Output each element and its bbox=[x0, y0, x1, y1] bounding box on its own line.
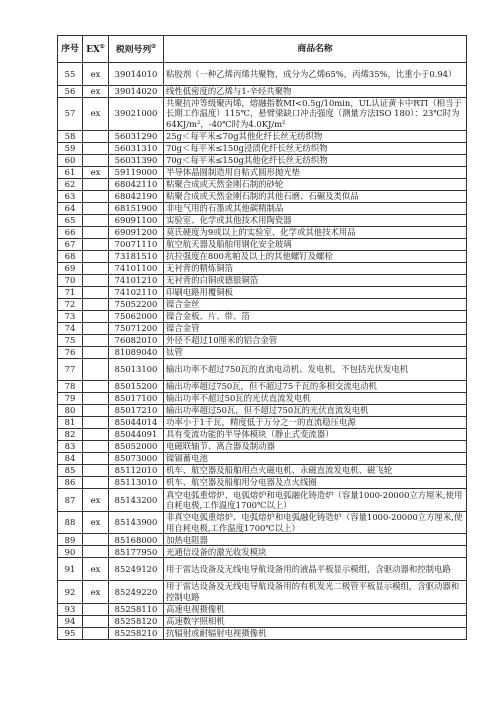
header-ex bbox=[83, 36, 109, 63]
table-row bbox=[58, 214, 467, 226]
row-product-name: 无衬背的精炼铜箔 bbox=[164, 262, 467, 274]
row-product-name: 机车、航空器及船舶用分电器及点火线圈 bbox=[164, 477, 467, 489]
row-tariff-code: 59119000 bbox=[109, 166, 164, 178]
table-row bbox=[58, 238, 467, 250]
row-number: 92 bbox=[58, 580, 83, 603]
row-product-name: 共聚抗冲等级聚丙烯，熔融指数MI<0.5g/10min，UL认证黄卡中RTI（相当于长期工作温度）115℃，悬臂梁缺口冲击强度（测量方法ISO 180）：23℃时为64KJ/m²，-40℃时为4.0KJ/m² bbox=[164, 97, 467, 130]
row-number: 93 bbox=[58, 603, 83, 615]
table-row bbox=[58, 477, 467, 489]
table-row bbox=[58, 334, 467, 346]
row-tariff-code: 85017210 bbox=[109, 405, 164, 417]
row-number: 86 bbox=[58, 477, 83, 489]
row-tariff-code: 56031390 bbox=[109, 154, 164, 166]
row-tariff-code: 70071110 bbox=[109, 238, 164, 250]
table-row bbox=[58, 286, 467, 298]
row-number: 57 bbox=[58, 97, 83, 130]
row-number: 62 bbox=[58, 178, 83, 190]
row-number: 82 bbox=[58, 429, 83, 441]
row-ex-mark bbox=[83, 334, 109, 346]
row-tariff-code: 85073000 bbox=[109, 453, 164, 465]
table-row bbox=[58, 511, 467, 534]
row-tariff-code: 75052200 bbox=[109, 298, 164, 310]
row-ex-mark bbox=[83, 417, 109, 429]
row-product-name: 莫氏硬度为9或以上的实验室、化学或其他技术用品 bbox=[164, 226, 467, 238]
row-tariff-code: 85013100 bbox=[109, 358, 164, 381]
row-tariff-code: 85258110 bbox=[109, 603, 164, 615]
row-product-name: 钛管 bbox=[164, 346, 467, 358]
row-product-name: 镍合金板、片、带、箔 bbox=[164, 310, 467, 322]
row-number: 59 bbox=[58, 142, 83, 154]
row-number: 66 bbox=[58, 226, 83, 238]
row-product-name: 用于雷达设备及无线电导航设备用的液晶平板显示模组，含驱动器和控制电路 bbox=[164, 558, 467, 581]
row-tariff-code: 85249220 bbox=[109, 580, 164, 603]
row-product-name: 粘聚合成或天然金刚石制的砂轮 bbox=[164, 178, 467, 190]
row-ex-mark bbox=[83, 429, 109, 441]
row-product-name: 70g＜每平米≤150g浸渍化纤长丝无纺织物 bbox=[164, 142, 467, 154]
row-tariff-code: 85015200 bbox=[109, 381, 164, 393]
row-tariff-code: 85258120 bbox=[109, 615, 164, 627]
row-number: 80 bbox=[58, 405, 83, 417]
row-number: 75 bbox=[58, 334, 83, 346]
row-ex-mark bbox=[83, 178, 109, 190]
row-number: 65 bbox=[58, 214, 83, 226]
table-row bbox=[58, 166, 467, 178]
row-tariff-code: 76082010 bbox=[109, 334, 164, 346]
row-tariff-code: 69091100 bbox=[109, 214, 164, 226]
table-row bbox=[58, 453, 467, 465]
row-ex-mark bbox=[83, 250, 109, 262]
row-tariff-code: 73181510 bbox=[109, 250, 164, 262]
header-code-footnote: ② bbox=[151, 44, 157, 51]
row-ex-mark bbox=[83, 214, 109, 226]
row-tariff-code: 56031310 bbox=[109, 142, 164, 154]
row-ex-mark bbox=[83, 603, 109, 615]
row-ex-mark bbox=[83, 262, 109, 274]
table-row bbox=[58, 489, 467, 512]
row-tariff-code: 85249120 bbox=[109, 558, 164, 581]
row-ex-mark bbox=[83, 534, 109, 546]
header-seq-label: 序号 bbox=[61, 43, 79, 54]
row-tariff-code: 69091200 bbox=[109, 226, 164, 238]
row-number: 88 bbox=[58, 511, 83, 534]
row-ex-mark: ex bbox=[83, 489, 109, 512]
header-name bbox=[164, 36, 467, 63]
row-ex-mark bbox=[83, 546, 109, 558]
row-number: 78 bbox=[58, 381, 83, 393]
row-tariff-code: 85017100 bbox=[109, 393, 164, 405]
table-row bbox=[58, 202, 467, 214]
row-product-name: 输出功率不超过750瓦的直流电动机、发电机，不包括光伏发电机 bbox=[164, 358, 467, 381]
row-product-name: 具有变流功能的半导体模块（静止式变流器） bbox=[164, 429, 467, 441]
row-product-name: 输出功率超过750瓦，但不超过75千瓦的多相交流电动机 bbox=[164, 381, 467, 393]
row-tariff-code: 74102110 bbox=[109, 286, 164, 298]
row-product-name: 用于雷达设备及无线电导航设备用的有机发光二极管平板显示模组，含驱动器和控制电路 bbox=[164, 580, 467, 603]
row-tariff-code: 56031290 bbox=[109, 130, 164, 142]
row-number: 60 bbox=[58, 154, 83, 166]
row-tariff-code: 68042190 bbox=[109, 190, 164, 202]
row-number: 84 bbox=[58, 453, 83, 465]
row-tariff-code: 68151900 bbox=[109, 202, 164, 214]
row-ex-mark bbox=[83, 441, 109, 453]
row-product-name: 输出功率超过50瓦，但不超过750瓦的光伏直流发电机 bbox=[164, 405, 467, 417]
table-row bbox=[58, 580, 467, 603]
row-product-name: 镍镉蓄电池 bbox=[164, 453, 467, 465]
row-tariff-code: 85143200 bbox=[109, 489, 164, 512]
table-row bbox=[58, 190, 467, 202]
row-number: 90 bbox=[58, 546, 83, 558]
table-row bbox=[58, 534, 467, 546]
table-row bbox=[58, 358, 467, 381]
row-tariff-code: 85044014 bbox=[109, 417, 164, 429]
row-product-name: 印刷电路用覆铜板 bbox=[164, 286, 467, 298]
row-number: 83 bbox=[58, 441, 83, 453]
row-ex-mark: ex bbox=[83, 63, 109, 86]
table-row bbox=[58, 417, 467, 429]
row-number: 56 bbox=[58, 85, 83, 97]
row-product-name: 实验室、化学或其他技术用陶瓷器 bbox=[164, 214, 467, 226]
row-number: 63 bbox=[58, 190, 83, 202]
table-row bbox=[58, 429, 467, 441]
table-row bbox=[58, 250, 467, 262]
row-number: 76 bbox=[58, 346, 83, 358]
table-row bbox=[58, 546, 467, 558]
header-name-label: 商品名称 bbox=[297, 43, 333, 54]
row-ex-mark bbox=[83, 298, 109, 310]
row-tariff-code: 75062000 bbox=[109, 310, 164, 322]
row-number: 94 bbox=[58, 615, 83, 627]
row-number: 95 bbox=[58, 627, 83, 639]
table-row bbox=[58, 63, 467, 86]
row-product-name: 镍合金管 bbox=[164, 322, 467, 334]
row-number: 87 bbox=[58, 489, 83, 512]
row-product-name: 非真空电弧重熔炉、电弧熔炉和电弧融化铸造炉（容量1000-20000立方厘米,使用自耗电极,工作温度1700℃以上） bbox=[164, 511, 467, 534]
row-number: 55 bbox=[58, 63, 83, 86]
row-ex-mark bbox=[83, 358, 109, 381]
row-number: 69 bbox=[58, 262, 83, 274]
header-ex-footnote: ① bbox=[99, 44, 105, 51]
row-ex-mark bbox=[83, 393, 109, 405]
row-number: 85 bbox=[58, 465, 83, 477]
row-tariff-code: 74101210 bbox=[109, 274, 164, 286]
tariff-table bbox=[57, 35, 467, 640]
row-number: 58 bbox=[58, 130, 83, 142]
row-product-name: 机车、航空器及船舶用点火磁电机、永磁直流发电机、磁飞轮 bbox=[164, 465, 467, 477]
row-product-name: 镍合金丝 bbox=[164, 298, 467, 310]
header-code-label: 税则号列 bbox=[115, 45, 152, 56]
row-number: 68 bbox=[58, 250, 83, 262]
row-ex-mark: ex bbox=[83, 511, 109, 534]
row-tariff-code: 39014010 bbox=[109, 63, 164, 86]
header-seq bbox=[58, 36, 83, 63]
table-row bbox=[58, 178, 467, 190]
row-product-name: 电磁联轴节、离合器及制动器 bbox=[164, 441, 467, 453]
row-tariff-code: 85113010 bbox=[109, 477, 164, 489]
table-row bbox=[58, 558, 467, 581]
row-tariff-code: 39014020 bbox=[109, 85, 164, 97]
row-number: 70 bbox=[58, 274, 83, 286]
table-row bbox=[58, 322, 467, 334]
table-row bbox=[58, 603, 467, 615]
row-ex-mark: ex bbox=[83, 580, 109, 603]
row-product-name: 25g＜每平米≤70g其他化纤长丝无纺织物 bbox=[164, 130, 467, 142]
row-product-name: 抗辐射或耐辐射电视摄像机 bbox=[164, 627, 467, 639]
row-number: 89 bbox=[58, 534, 83, 546]
table-row bbox=[58, 381, 467, 393]
row-ex-mark: ex bbox=[83, 85, 109, 97]
row-number: 79 bbox=[58, 393, 83, 405]
row-tariff-code: 85258210 bbox=[109, 627, 164, 639]
table-row bbox=[58, 346, 467, 358]
row-ex-mark bbox=[83, 381, 109, 393]
table-row bbox=[58, 142, 467, 154]
row-ex-mark bbox=[83, 226, 109, 238]
table-row bbox=[58, 615, 467, 627]
row-number: 77 bbox=[58, 358, 83, 381]
row-tariff-code: 85044091 bbox=[109, 429, 164, 441]
row-product-name: 功率小于1千瓦，精度低于万分之一的直流稳压电源 bbox=[164, 417, 467, 429]
row-number: 67 bbox=[58, 238, 83, 250]
row-product-name: 抗拉强度在800兆帕及以上的其他螺钉及螺栓 bbox=[164, 250, 467, 262]
table-row bbox=[58, 298, 467, 310]
row-ex-mark bbox=[83, 154, 109, 166]
table-header-row bbox=[58, 36, 467, 63]
table-row bbox=[58, 274, 467, 286]
row-tariff-code: 39021000 bbox=[109, 97, 164, 130]
row-product-name: 半导体晶圆制造用自粘式圆形抛光垫 bbox=[164, 166, 467, 178]
row-ex-mark bbox=[83, 615, 109, 627]
row-ex-mark bbox=[83, 286, 109, 298]
row-tariff-code: 85168000 bbox=[109, 534, 164, 546]
row-product-name: 输出功率不超过50瓦的光伏直流发电机 bbox=[164, 393, 467, 405]
row-tariff-code: 85177950 bbox=[109, 546, 164, 558]
row-product-name: 外径不超过10厘米的铝合金管 bbox=[164, 334, 467, 346]
row-ex-mark bbox=[83, 130, 109, 142]
table-body bbox=[58, 63, 467, 640]
row-number: 74 bbox=[58, 322, 83, 334]
row-product-name: 70g＜每平米≤150g其他化纤长丝无纺织物 bbox=[164, 154, 467, 166]
row-number: 72 bbox=[58, 298, 83, 310]
row-tariff-code: 75071200 bbox=[109, 322, 164, 334]
row-ex-mark: ex bbox=[83, 558, 109, 581]
row-product-name: 线性低密度的乙烯与1-辛烃共聚物 bbox=[164, 85, 467, 97]
row-ex-mark: ex bbox=[83, 97, 109, 130]
row-tariff-code: 85112010 bbox=[109, 465, 164, 477]
row-product-name: 粘聚合成或天然金刚石制的其他石磨、石碾及类似品 bbox=[164, 190, 467, 202]
table-row bbox=[58, 310, 467, 322]
row-ex-mark bbox=[83, 453, 109, 465]
row-tariff-code: 68042110 bbox=[109, 178, 164, 190]
row-ex-mark bbox=[83, 142, 109, 154]
row-tariff-code: 81089040 bbox=[109, 346, 164, 358]
table-row bbox=[58, 393, 467, 405]
row-product-name: 无衬背的白铜或德银铜箔 bbox=[164, 274, 467, 286]
row-ex-mark bbox=[83, 405, 109, 417]
row-product-name: 光通信设备的激光收发模块 bbox=[164, 546, 467, 558]
row-number: 61 bbox=[58, 166, 83, 178]
row-product-name: 加热电阻器 bbox=[164, 534, 467, 546]
row-ex-mark bbox=[83, 310, 109, 322]
header-code bbox=[109, 36, 164, 63]
row-tariff-code: 74101100 bbox=[109, 262, 164, 274]
row-ex-mark bbox=[83, 202, 109, 214]
row-product-name: 航空航天器及船舶用钢化安全玻璃 bbox=[164, 238, 467, 250]
table-row bbox=[58, 627, 467, 639]
row-ex-mark: ex bbox=[83, 166, 109, 178]
row-number: 73 bbox=[58, 310, 83, 322]
row-tariff-code: 85143900 bbox=[109, 511, 164, 534]
table-row bbox=[58, 85, 467, 97]
table-row bbox=[58, 262, 467, 274]
header-ex-label: EX bbox=[86, 45, 100, 56]
row-number: 91 bbox=[58, 558, 83, 581]
row-ex-mark bbox=[83, 274, 109, 286]
row-product-name: 高速数字照相机 bbox=[164, 615, 467, 627]
row-number: 81 bbox=[58, 417, 83, 429]
table-row bbox=[58, 465, 467, 477]
row-ex-mark bbox=[83, 190, 109, 202]
row-product-name: 粘胶剂（一种乙烯丙烯共聚物，成分为乙烯65%，丙烯35%，比重小于0.94） bbox=[164, 63, 467, 86]
table-row bbox=[58, 226, 467, 238]
row-ex-mark bbox=[83, 465, 109, 477]
table-row bbox=[58, 130, 467, 142]
row-ex-mark bbox=[83, 627, 109, 639]
table-row bbox=[58, 405, 467, 417]
row-number: 64 bbox=[58, 202, 83, 214]
row-ex-mark bbox=[83, 477, 109, 489]
row-ex-mark bbox=[83, 346, 109, 358]
row-product-name: 真空电弧重熔炉、电弧熔炉和电弧融化铸造炉（容量1000-20000立方厘米,使用自耗电极,工作温度1700℃以上） bbox=[164, 489, 467, 512]
table-row bbox=[58, 441, 467, 453]
table-row bbox=[58, 154, 467, 166]
row-ex-mark bbox=[83, 238, 109, 250]
table-row bbox=[58, 97, 467, 130]
row-product-name: 高速电视摄像机 bbox=[164, 603, 467, 615]
row-tariff-code: 85052000 bbox=[109, 441, 164, 453]
row-number: 71 bbox=[58, 286, 83, 298]
row-ex-mark bbox=[83, 322, 109, 334]
row-product-name: 非电气用的石墨或其他碳精制品 bbox=[164, 202, 467, 214]
